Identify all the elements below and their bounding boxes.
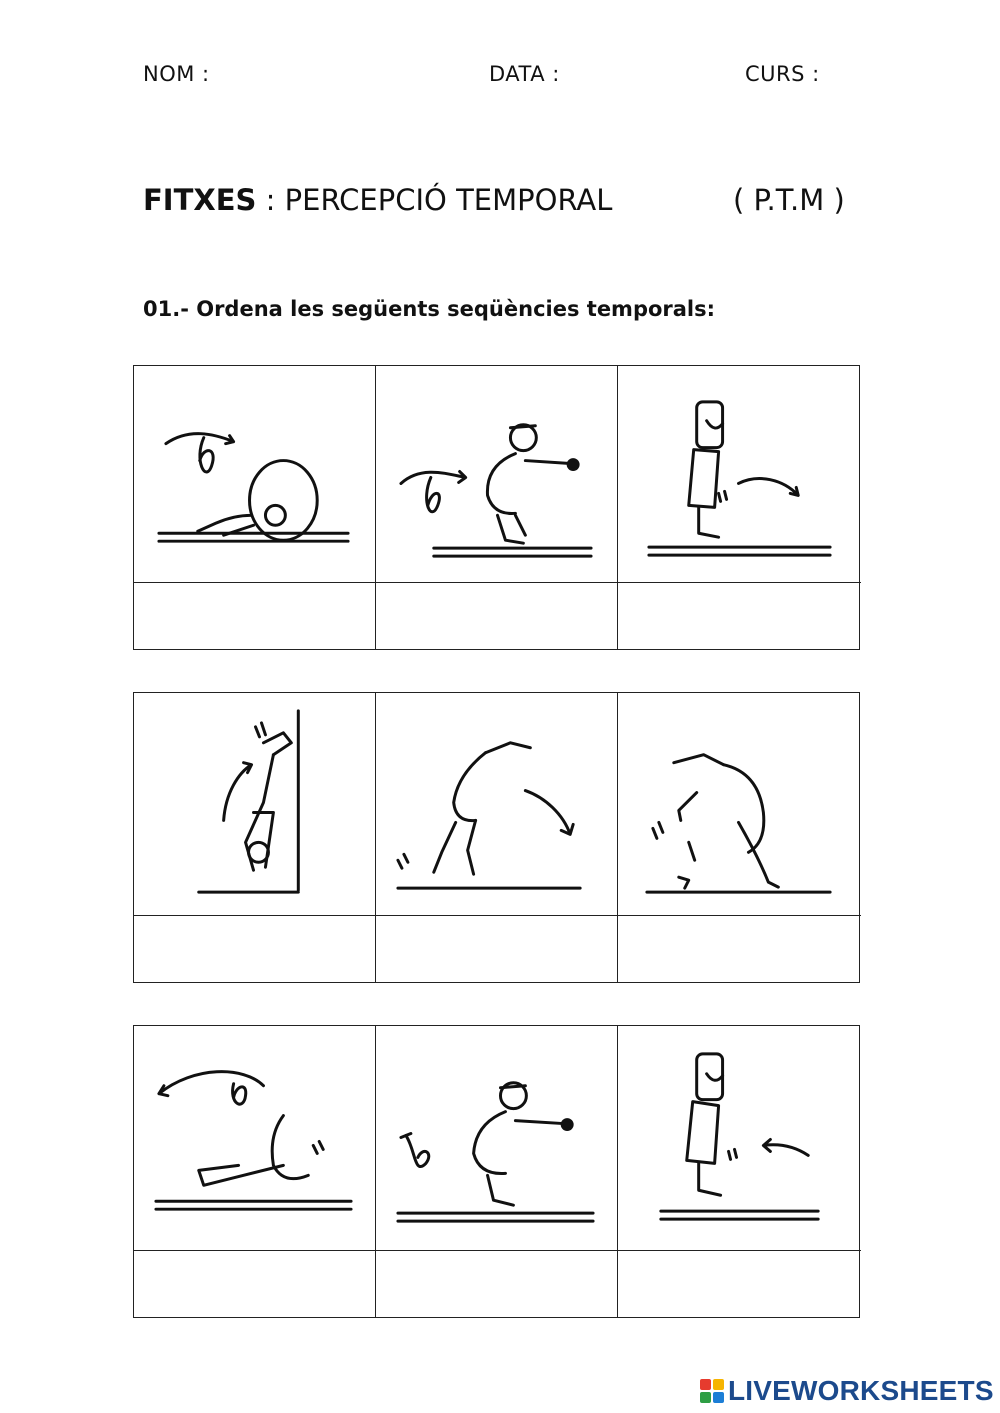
logo-square-2 bbox=[713, 1379, 724, 1390]
liveworksheets-brand bbox=[700, 1375, 994, 1407]
sequence-2-answer-2 bbox=[376, 916, 618, 982]
title-prefix: FITXES bbox=[143, 183, 257, 217]
logo-square-4 bbox=[713, 1392, 724, 1403]
answer-input[interactable] bbox=[628, 1261, 855, 1309]
answer-input[interactable] bbox=[386, 926, 611, 974]
sequence-2-table bbox=[133, 692, 860, 983]
sequence-2-answer-1 bbox=[134, 916, 376, 982]
name-label: NOM : bbox=[143, 62, 210, 86]
answer-input[interactable] bbox=[628, 593, 855, 641]
sequence-1-answer-2 bbox=[376, 583, 618, 649]
standing-picture bbox=[618, 366, 861, 583]
cartwheel-picture bbox=[618, 693, 861, 916]
answer-input[interactable] bbox=[386, 1261, 611, 1309]
squat-picture bbox=[376, 366, 618, 583]
sequence-1-answer-3 bbox=[618, 583, 861, 649]
forward-roll-picture bbox=[134, 366, 376, 583]
logo-square-3 bbox=[700, 1392, 711, 1403]
liveworksheets-logo-icon bbox=[700, 1379, 724, 1403]
title-text: : PERCEPCIÓ TEMPORAL bbox=[256, 183, 613, 217]
sequence-3-answer-1 bbox=[134, 1251, 376, 1317]
sequence-3-table bbox=[133, 1025, 860, 1318]
course-label: CURS : bbox=[745, 62, 820, 86]
answer-input[interactable] bbox=[628, 926, 855, 974]
standing-return-picture bbox=[618, 1026, 861, 1251]
answer-input[interactable] bbox=[144, 593, 369, 641]
sequence-1-table bbox=[133, 365, 860, 650]
kick-up-picture bbox=[376, 693, 618, 916]
logo-square-1 bbox=[700, 1379, 711, 1390]
page-title bbox=[143, 183, 845, 217]
sequence-2-answer-3 bbox=[618, 916, 861, 982]
instruction: 01.- Ordena les següents seqüències temporals: bbox=[143, 297, 716, 321]
backward-roll-picture bbox=[134, 1026, 376, 1251]
answer-input[interactable] bbox=[386, 593, 611, 641]
answer-input[interactable] bbox=[144, 1261, 369, 1309]
sequence-3-answer-2 bbox=[376, 1251, 618, 1317]
title-code: ( P.T.M ) bbox=[733, 183, 845, 217]
sequence-3-answer-3 bbox=[618, 1251, 861, 1317]
answer-input[interactable] bbox=[144, 926, 369, 974]
date-label: DATA : bbox=[489, 62, 560, 86]
squat-jump-picture bbox=[376, 1026, 618, 1251]
liveworksheets-logo-text: LIVEWORKSHEETS bbox=[728, 1375, 994, 1406]
handstand-wall-picture bbox=[134, 693, 376, 916]
sequence-1-answer-1 bbox=[134, 583, 376, 649]
